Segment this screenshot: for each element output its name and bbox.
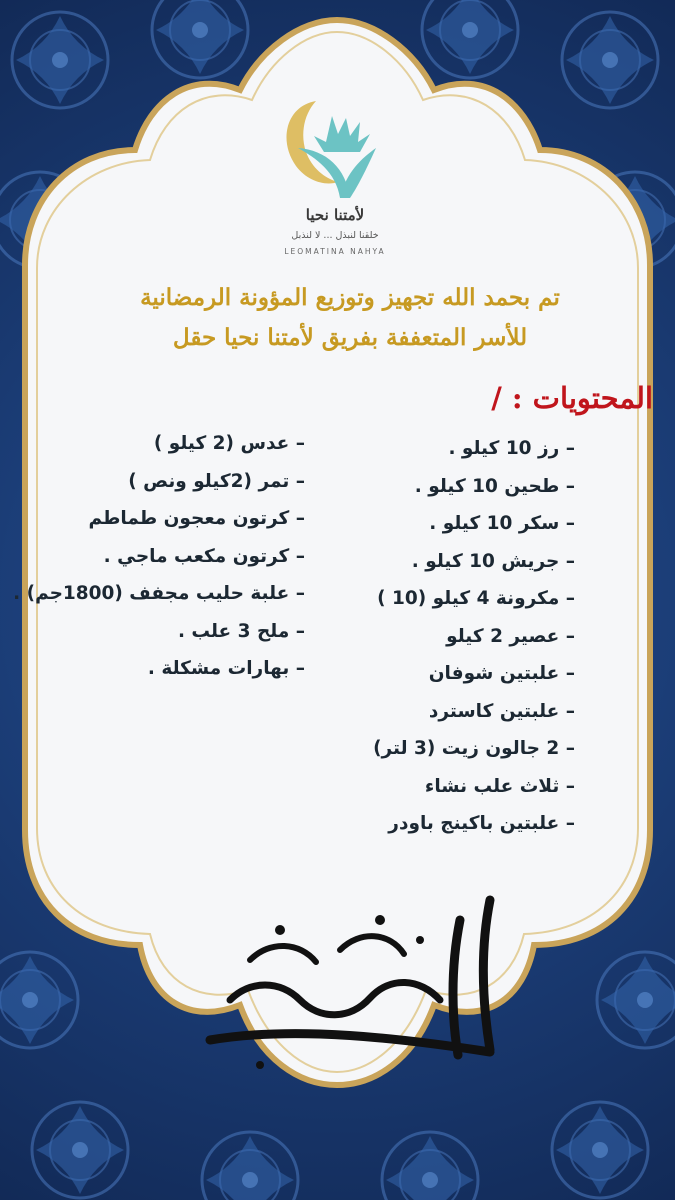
- list-item: – مكرونة 4 كيلو (10 ): [377, 588, 575, 609]
- logo-name: لأمتنا نحيا: [305, 206, 365, 224]
- greeting-calligraphy: [190, 880, 510, 1080]
- contents-list-left: [15, 425, 305, 688]
- hand-holding-lotus-icon: [276, 86, 386, 206]
- list-item: – 2 جالون زيت (3 لتر): [373, 738, 575, 759]
- list-item: – ثلاث علب نشاء: [424, 775, 575, 797]
- list-item: – علبة حليب مجفف (1800جم) .: [13, 583, 305, 604]
- list-item: – علبتين كاسترد: [428, 700, 575, 722]
- list-item: – عدس (2 كيلو ): [153, 433, 305, 454]
- list-item: – بهارات مشكلة .: [147, 658, 305, 679]
- list-item: – تمر (2كيلو ونص ): [128, 470, 305, 492]
- list-item: – علبتين باكينج باودر: [388, 813, 575, 834]
- list-item: – جريش 10 كيلو .: [411, 550, 575, 572]
- logo-latin-name: LEOMATINA NAHYA: [284, 247, 386, 256]
- list-item: – علبتين شوفان: [428, 663, 575, 684]
- contents-list-right: [285, 430, 575, 843]
- headline-line-2: للأسر المتعففة بفريق لأمتنا نحيا حقل: [172, 324, 528, 351]
- list-item: – ملح 3 علب .: [177, 620, 305, 642]
- list-item: – كرتون مكعب ماجي .: [103, 545, 305, 567]
- list-item: – طحين 10 كيلو .: [414, 475, 575, 497]
- list-item: – عصير 2 كيلو: [446, 625, 575, 647]
- headline-line-1: تم بحمد الله تجهيز وتوزيع المؤونة الرمضانية: [140, 284, 560, 311]
- list-item: – رز 10 كيلو .: [448, 438, 575, 459]
- logo-slogan: خلقنا لنبذل ... لا لنذبل: [291, 230, 379, 241]
- list-item: – كرتون معجون طماطم: [88, 508, 305, 529]
- contents-title: المحتويات : /: [491, 381, 653, 415]
- list-item: – سكر 10 كيلو .: [429, 513, 575, 534]
